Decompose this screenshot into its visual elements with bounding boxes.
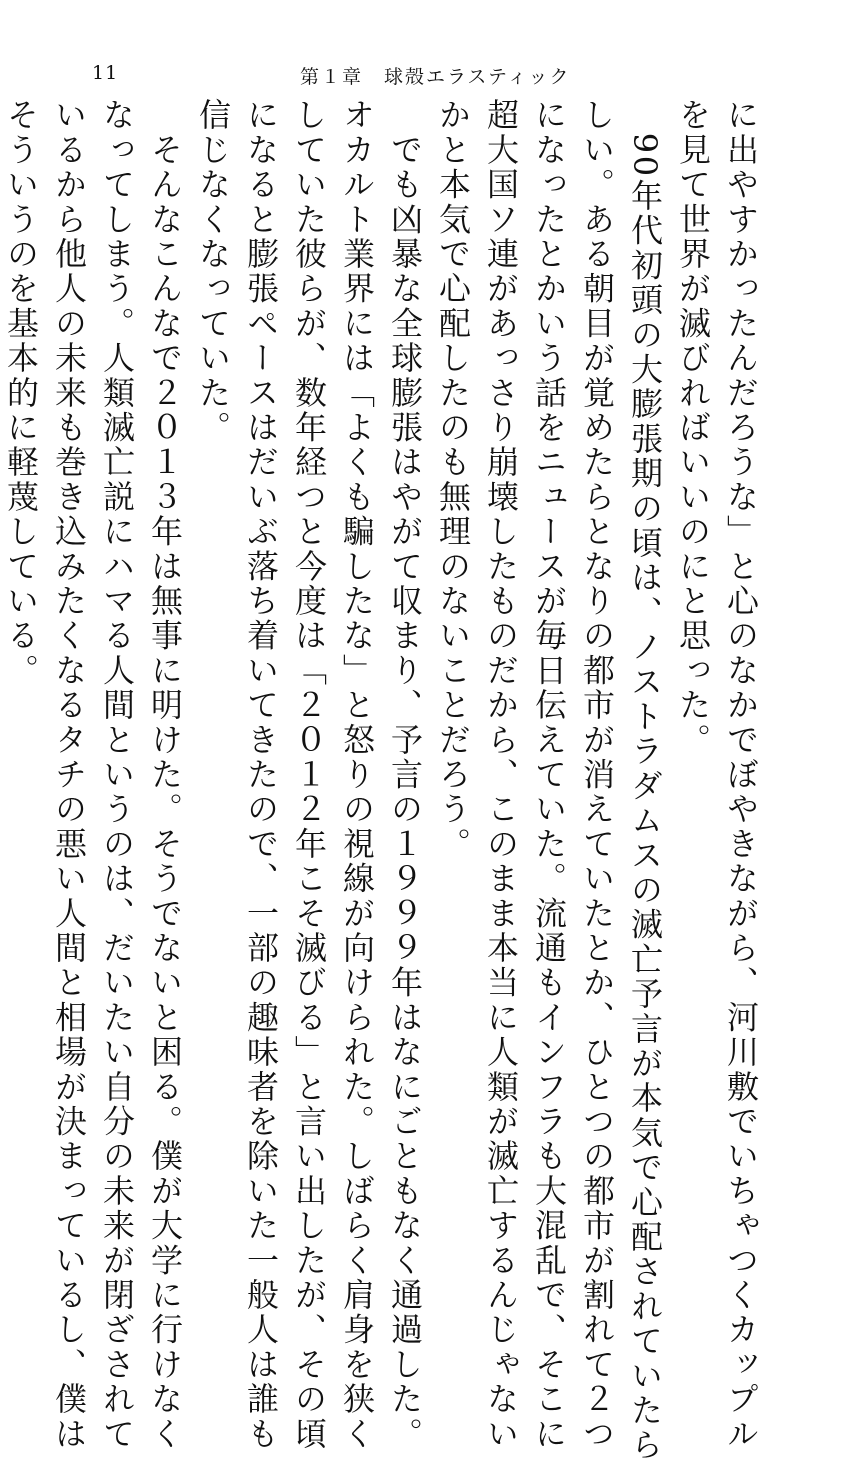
page-number: 11 (92, 62, 119, 84)
text-line: オカルト業界には「よくも騙したな」と怒りの視線が向けられた。しばらく肩身を狭く (338, 98, 376, 1452)
text-line: そういうのを基本的に軽蔑している。 (2, 98, 40, 688)
text-line: を見て世界が滅びればいいのにと思った。 (674, 98, 712, 758)
text-line: そんなこんなで２０１３年は無事に明けた。そうでないと困る。僕が大学に行けなく (146, 98, 184, 1452)
text-line: しい。ある朝目が覚めたらとなりの都市が消えていたとか、ひとつの都市が割れて２つ (578, 98, 616, 1452)
text-line: になると膨張ペースはだいぶ落ち着いてきたので、一部の趣味者を除いた一般人は誰も (242, 98, 280, 1452)
text-line: 超大国ソ連があっさり崩壊したものだから、このまま本当に人類が滅亡するんじゃない (482, 98, 520, 1452)
text-line: でも凶暴な全球膨張はやがて収まり、予言の１９９９年はなにごともなく通過した。 (386, 98, 424, 1452)
text-line: かと本気で心配したのも無理のないことだろう。 (434, 98, 472, 862)
text-line: していた彼らが、数年経つと今度は「２０１２年こそ滅びる」と言い出したが、その頃 (290, 98, 328, 1452)
text-line: 信じなくなっていた。 (194, 98, 232, 445)
text-line: いるから他人の未来も巻き込みたくなるタチの悪い人間と相場が決まっているし、僕は (50, 98, 88, 1452)
text-line: になったとかいう話をニュースが毎日伝えていた。流通もインフラも大混乱で、そこに (530, 98, 568, 1452)
text-line: 90年代初頭の大膨張期の頃は、ノストラダムスの滅亡予言が本気で心配されていたら (626, 98, 664, 1463)
text-line: に出やすかったんだろうな」と心のなかでぼやきながら、河川敷でいちゃつくカップル (722, 98, 760, 1452)
text-line: なってしまう。人類滅亡説にハマる人間というのは、だいたい自分の未来が閉ざされて (98, 98, 136, 1452)
body-text (2, 98, 765, 1463)
running-header: 第１章 球殻エラスティック (300, 66, 571, 88)
